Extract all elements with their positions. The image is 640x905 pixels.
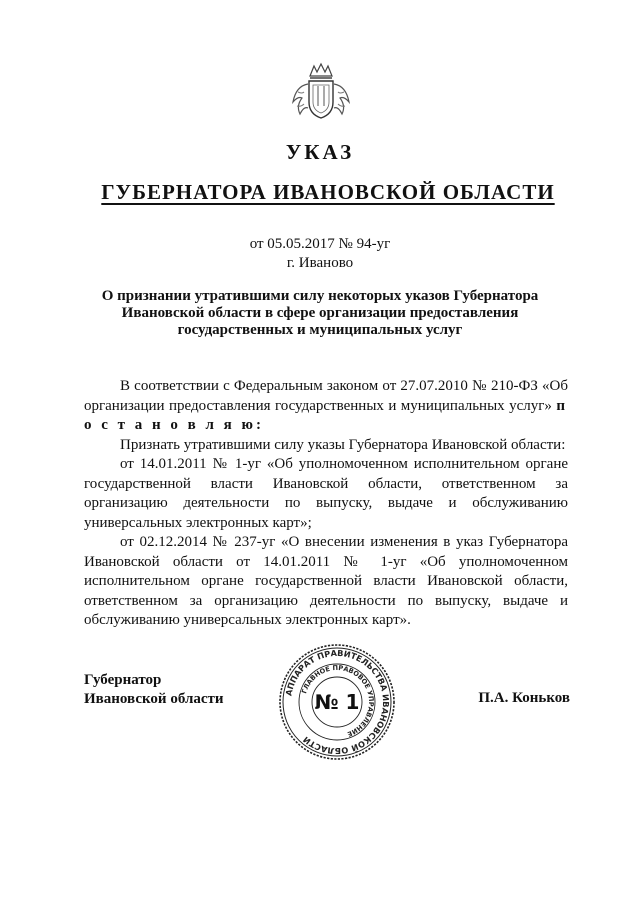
stamp-inner-text: ГЛАВНОЕ ПРАВОВОЕ УПРАВЛЕНИЕ bbox=[300, 663, 376, 739]
stamp-number: № 1 bbox=[314, 690, 360, 714]
issuer-heading bbox=[0, 180, 640, 205]
preamble-paragraph bbox=[84, 377, 568, 436]
official-stamp bbox=[278, 643, 396, 761]
document-type: УКАЗ bbox=[285, 140, 355, 164]
position-line: Губернатор bbox=[84, 672, 162, 688]
issuer-text: ГУБЕРНАТОРА ИВАНОВСКОЙ ОБЛАСТИ bbox=[101, 180, 555, 204]
coat-of-arms-icon bbox=[288, 62, 354, 122]
preamble-text: В соответствии с Федеральным законом от 27.07.2010 № 210-ФЗ «Об организации предоставления государственных и муниципальных услуг» bbox=[84, 378, 568, 414]
city: г. Иваново bbox=[286, 255, 354, 271]
title-line: государственных и муниципальных услуг bbox=[177, 322, 463, 338]
signatory-name: П.А. Коньков bbox=[478, 690, 570, 706]
document-title bbox=[70, 288, 570, 339]
document-body bbox=[84, 377, 568, 631]
stamp-outer-text: АППАРАТ ПРАВИТЕЛЬСТВА ИВАНОВСКОЙ ОБЛАСТИ bbox=[283, 647, 392, 757]
signatory-position bbox=[84, 671, 224, 709]
date-and-number: от 05.05.2017 № 94-уг bbox=[249, 236, 391, 252]
title-line: Ивановской области в сфере организации предоставления bbox=[121, 305, 519, 321]
body-paragraph: от 02.12.2014 № 237-уг «О внесении изменения в указ Губернатора Ивановской области от 14.01.2011 № 1-уг «Об уполномоченном исполнительном органе государственной власти Ивановской области, ответственном за организацию деятельности по выпуску, выдаче и обслуживанию универсальных электронных карт». bbox=[84, 534, 568, 628]
body-paragraph: Признать утратившими силу указы Губернатора Ивановской области: bbox=[120, 436, 566, 453]
position-line: Ивановской области bbox=[84, 691, 224, 707]
title-line: О признании утратившими силу некоторых указов Губернатора bbox=[101, 288, 539, 304]
body-paragraph: от 14.01.2011 № 1-уг «Об уполномоченном исполнительном органе государственной власти Ивановской области, ответственном за организацию деятельности по выпуску, выдаче и обслуживанию универсальных электронных карт»; bbox=[84, 456, 568, 531]
decree-word: п о с т а н о в л я ю: bbox=[84, 397, 568, 433]
